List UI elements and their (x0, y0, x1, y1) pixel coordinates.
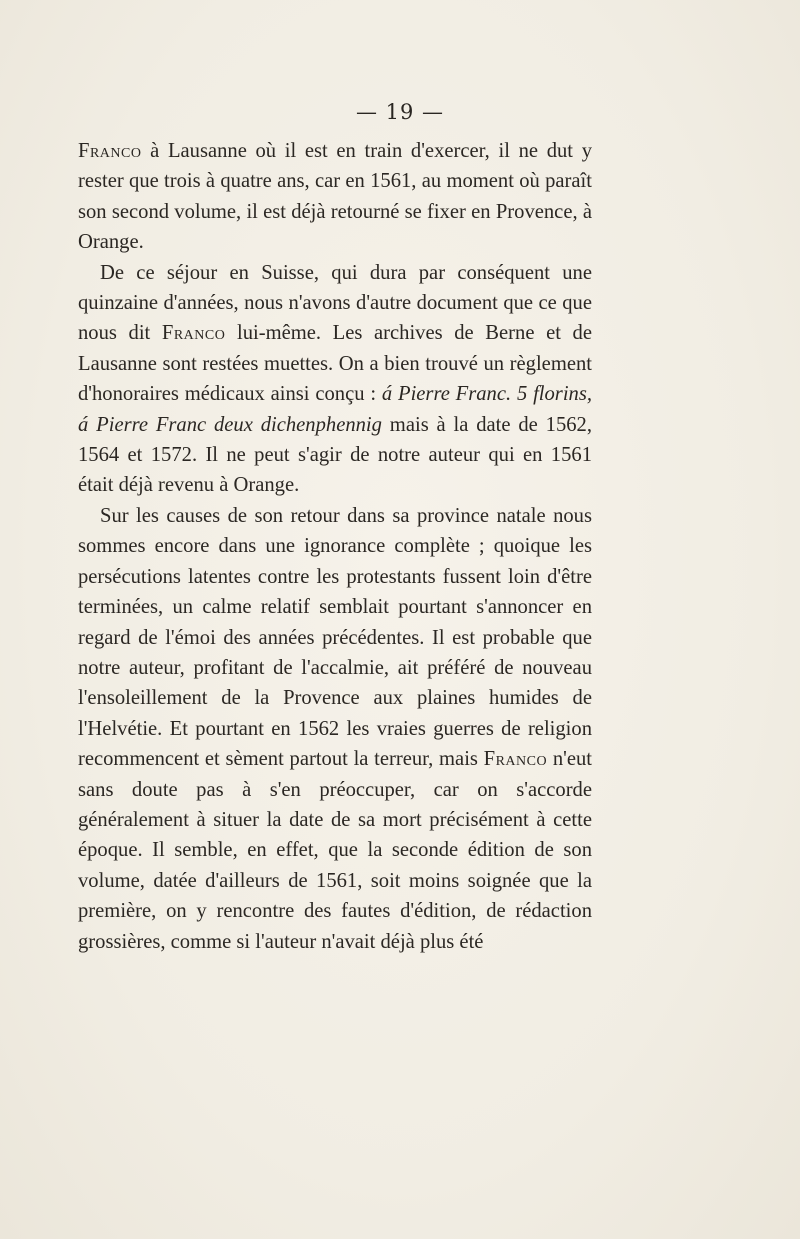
author-name: Franco (78, 140, 142, 162)
author-name: Franco (161, 322, 226, 345)
paragraph-1 (78, 136, 592, 258)
paragraph-2-text-b: lui-même. Les archives de Berne et de Lausanne sont restées muettes. On a bien trouvé un règlement d'honoraires médicaux ainsi conçu : (78, 322, 592, 406)
paragraph-2-text-a: De ce séjour en Suisse, qui dura par conséquent une quinzaine d'années, nous n'avons d'autre document que ce que nous dit (78, 261, 592, 345)
paragraph-3 (78, 501, 592, 957)
author-name: Franco (483, 748, 548, 771)
paragraph-2-text-c: mais à la date de 1562, 1564 et 1572. Il ne peut s'agir de notre auteur qui en 1561 était déjà revenu à Orange. (78, 413, 592, 497)
quoted-record: á Pierre Franc. 5 florins, á Pierre Franc deux dichenphennig (78, 383, 593, 436)
paragraph-3-text-a: Sur les causes de son retour dans sa province natale nous sommes encore dans une ignorance complète ; quoique les persécutions latentes contre les protestants fussent loin d'être terminées, un calme relatif semblait pourtant s'annoncer en regard de l'émoi des années précédentes. Il est probable que notre auteur, profitant de l'accalmie, ait préféré de nouveau l'ensoleillement de la Provence aux plaines humides de l'Helvétie. Et pourtant en 1562 les vraies guerres de religion recommencent et sèment partout la terreur, mais (78, 504, 592, 771)
paragraph-1-text: à Lausanne où il est en train d'exercer, il ne dut y rester que trois à quatre ans, car en 1561, au moment où paraît son second volume, il est déjà retourné se fixer en Provence, à Orange. (78, 140, 592, 254)
body-text (78, 136, 592, 957)
page-number: — 19 — (355, 100, 445, 124)
paragraph-3-text-b: n'eut sans doute pas à s'en préoccuper, car on s'accorde généralement à situer la date de sa mort précisément à cette époque. Il semble, en effet, que la seconde édition de son volume, datée d'ailleurs de 1561, soit moins soignée que la première, on y rencontre des fautes d'édition, de rédaction grossières, comme si l'auteur n'avait déjà plus été (78, 748, 592, 953)
paragraph-2 (78, 258, 592, 501)
